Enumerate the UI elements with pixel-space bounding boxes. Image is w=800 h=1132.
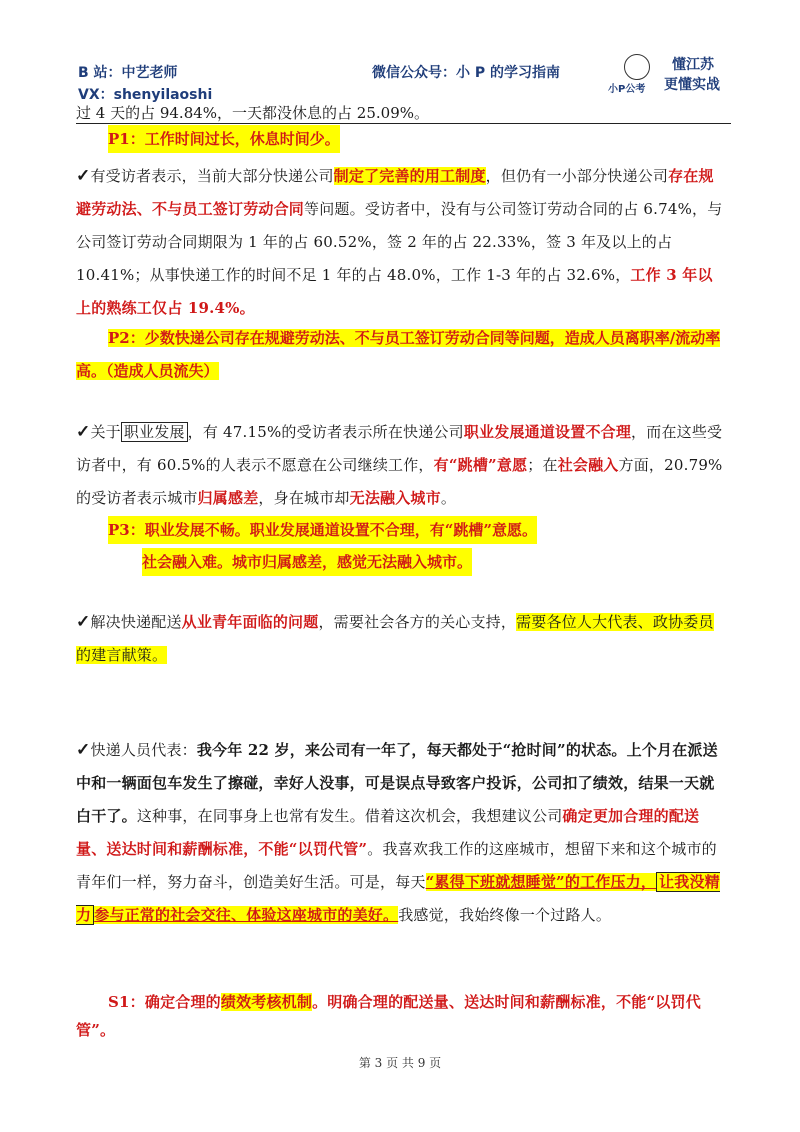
checkmark-icon: ✓	[76, 422, 91, 442]
point-p2	[76, 322, 726, 388]
checkmark-icon: ✓	[76, 166, 91, 186]
paragraph-labor-contracts	[76, 160, 726, 325]
header-bilibili: B 站：中艺老师	[78, 65, 178, 81]
text: 解决快递配送	[90, 613, 182, 631]
solution-s1	[76, 988, 726, 1044]
text: ，有 47.15%的受访者表示所在快递公司	[187, 423, 464, 441]
paragraph-call-for-support	[76, 606, 726, 672]
highlight: 工作 3 年以上的熟练工仅占 19.4%。	[76, 266, 713, 317]
text: S1：确定合理的	[108, 993, 221, 1011]
text: 方面，20.79%的受访者表示城市	[76, 456, 723, 507]
text: 快递人员代表：	[90, 741, 197, 759]
highlight: 归属感差	[197, 489, 259, 507]
text: 我感觉，我始终像一个过路人。	[398, 906, 612, 924]
highlight: 无法融入城市	[349, 489, 441, 507]
point-p3-line2: 社会融入难。城市归属感差，感觉无法融入城市。	[142, 548, 472, 576]
boxed-term: 职业发展	[121, 422, 188, 442]
logo-label: 小P公考	[608, 84, 646, 95]
boxed-term: 让我没精力	[76, 873, 720, 924]
text: ，但仍有一小部分快递公司	[485, 167, 669, 185]
text: 。明确合理的配送量、送达时间和薪酬标准，不能“以罚代管”。	[76, 993, 701, 1039]
highlight: 有“跳槽”意愿	[433, 456, 528, 474]
text: 。	[440, 489, 457, 507]
highlight: 存在规避劳动法、不与员工签订劳动合同	[76, 167, 714, 218]
continued-text: 过 4 天的占 94.84%，一天都没休息的占 25.09%。	[76, 103, 731, 124]
header-official-account: 微信公众号：小 P 的学习指南	[372, 65, 561, 81]
text: ，而在这些受访者中，有 60.5%的人表示不愿意在公司继续工作，	[76, 423, 723, 474]
text: 关于	[90, 423, 121, 441]
paragraph-courier-representative	[76, 734, 726, 932]
highlight: “累得下班就想睡觉”的工作压力，	[425, 873, 657, 891]
logo-tagline-1: 懂江苏	[672, 57, 714, 73]
header-wechat-id: VX：shenyilaoshi	[78, 87, 213, 103]
highlight: 从业青年面临的问题	[181, 613, 319, 631]
highlight: 确定更加合理的配送量、送达时间和薪酬标准，不能“以罚代管”	[76, 807, 700, 858]
point-p3-line1: P3：职业发展不畅。职业发展通道设置不合理，有“跳槽”意愿。	[108, 516, 537, 544]
highlight: 需要各位人大代表、政协委员的建言献策。	[76, 613, 714, 664]
point-p2-text: P2：少数快递公司存在规避劳动法、不与员工签订劳动合同等问题，造成人员离职率/流动率高。（造成人员流失）	[76, 329, 721, 380]
text: ；在	[527, 456, 558, 474]
checkmark-icon: ✓	[76, 612, 91, 632]
text: 有受访者表示，当前大部分快递公司	[90, 167, 334, 185]
bold-text: 我今年 22 岁，来公司有一年了，每天都处于“抢时间”的状态。上个月在派送中和一辆面包车发生了擦碰，幸好人没事，可是误点导致客户投诉，公司扣了绩效，结果一天就白干了。	[76, 741, 718, 825]
text: 等问题。受访者中，没有与公司签订劳动合同的占 6.74%，与公司签订劳动合同期限为 1 年的占 60.52%，签 2 年的占 22.33%，签 3 年及以上的占 10.41%；从事快递工作的时间不足 1 年的占 48.0%，工作 1-3 年的占 32.6%，	[76, 200, 723, 284]
text: 这种事，在同事身上也常有发生。借着这次机会，我想建议公司	[136, 807, 563, 825]
text: ，身在城市却	[258, 489, 350, 507]
highlight: 绩效考核机制	[220, 993, 313, 1011]
page-number: 第 3 页 共 9 页	[358, 1056, 442, 1070]
highlight: 职业发展通道设置不合理	[463, 423, 632, 441]
text: 。我喜欢我工作的这座城市，想留下来和这个城市的青年们一样，努力奋斗，创造美好生活。可是，每天	[76, 840, 717, 891]
highlight: 社会融入	[557, 456, 619, 474]
text: ，需要社会各方的关心支持，	[318, 613, 517, 631]
logo-tagline-2: 更懂实战	[664, 77, 720, 93]
checkmark-icon: ✓	[76, 740, 91, 760]
point-p1: P1：工作时间过长，休息时间少。	[108, 125, 340, 153]
logo-icon	[624, 54, 650, 80]
highlight: 制定了完善的用工制度	[333, 167, 486, 185]
paragraph-career-development	[76, 416, 726, 515]
highlight: 参与正常的社会交往、体验这座城市的美好。	[94, 906, 399, 924]
